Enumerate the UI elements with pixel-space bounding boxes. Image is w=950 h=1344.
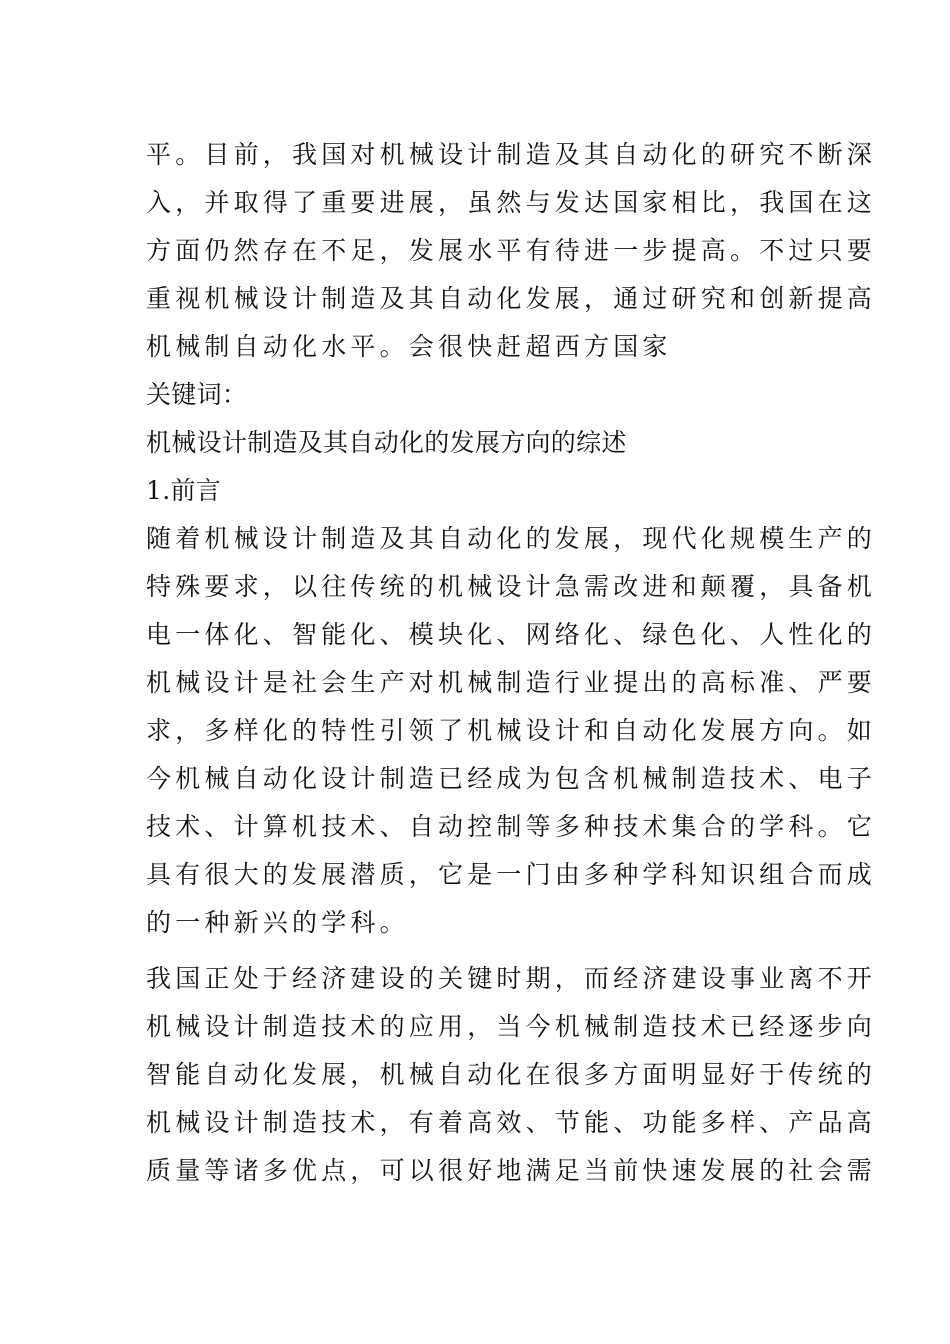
- document-title: [146, 419, 808, 467]
- intro-line: 入，并取得了重要进展，虽然与发达国家相比，我国在这: [146, 188, 877, 217]
- section-paragraph-1: [146, 515, 877, 947]
- paragraph-line: 我国正处于经济建设的关键时期，而经济建设事业离不开: [146, 964, 877, 993]
- section-paragraph-2: [146, 955, 877, 1195]
- paragraph-line: 特殊要求，以往传统的机械设计急需改进和颠覆，具备机: [146, 572, 877, 601]
- paragraph-line: 机械设计制造技术，有着高效、节能、功能多样、产品高: [146, 1108, 877, 1137]
- paragraph-line: 质量等诸多优点，可以很好地满足当前快速发展的社会需: [146, 1156, 877, 1185]
- paragraph-line: 随着机械设计制造及其自动化的发展，现代化规模生产的: [146, 524, 877, 553]
- keywords-label: [146, 371, 808, 419]
- document-title-text: 机械设计制造及其自动化的发展方向的综述: [146, 428, 627, 457]
- intro-paragraph: [146, 131, 877, 371]
- paragraph-line: 的一种新兴的学科。: [146, 908, 409, 937]
- paragraph-spacer: [146, 947, 808, 955]
- section-heading: [146, 467, 808, 515]
- intro-line: 平。目前，我国对机械设计制造及其自动化的研究不断深: [146, 140, 877, 169]
- paragraph-line: 智能自动化发展，机械自动化在很多方面明显好于传统的: [146, 1060, 877, 1089]
- intro-line: 重视机械设计制造及其自动化发展，通过研究和创新提高: [146, 284, 877, 313]
- paragraph-line: 今机械自动化设计制造已经成为包含机械制造技术、电子: [146, 764, 877, 793]
- section-heading-text: 1.前言: [146, 476, 222, 505]
- paragraph-line: 机械设计是社会生产对机械制造行业提出的高标准、严要: [146, 668, 877, 697]
- keywords-label-text: 关键词：: [146, 380, 248, 409]
- paragraph-line: 具有很大的发展潜质，它是一门由多种学科知识组合而成: [146, 860, 877, 889]
- paragraph-line: 电一体化、智能化、模块化、网络化、绿色化、人性化的: [146, 620, 877, 649]
- paragraph-line: 技术、计算机技术、自动控制等多种技术集合的学科。它: [146, 812, 877, 841]
- paragraph-line: 求，多样化的特性引领了机械设计和自动化发展方向。如: [146, 716, 877, 745]
- document-body: [146, 131, 877, 1195]
- intro-line: 方面仍然存在不足，发展水平有待进一步提高。不过只要: [146, 236, 877, 265]
- paragraph-line: 机械设计制造技术的应用，当今机械制造技术已经逐步向: [146, 1012, 877, 1041]
- intro-line: 机械制自动化水平。会很快赶超西方国家: [146, 332, 672, 361]
